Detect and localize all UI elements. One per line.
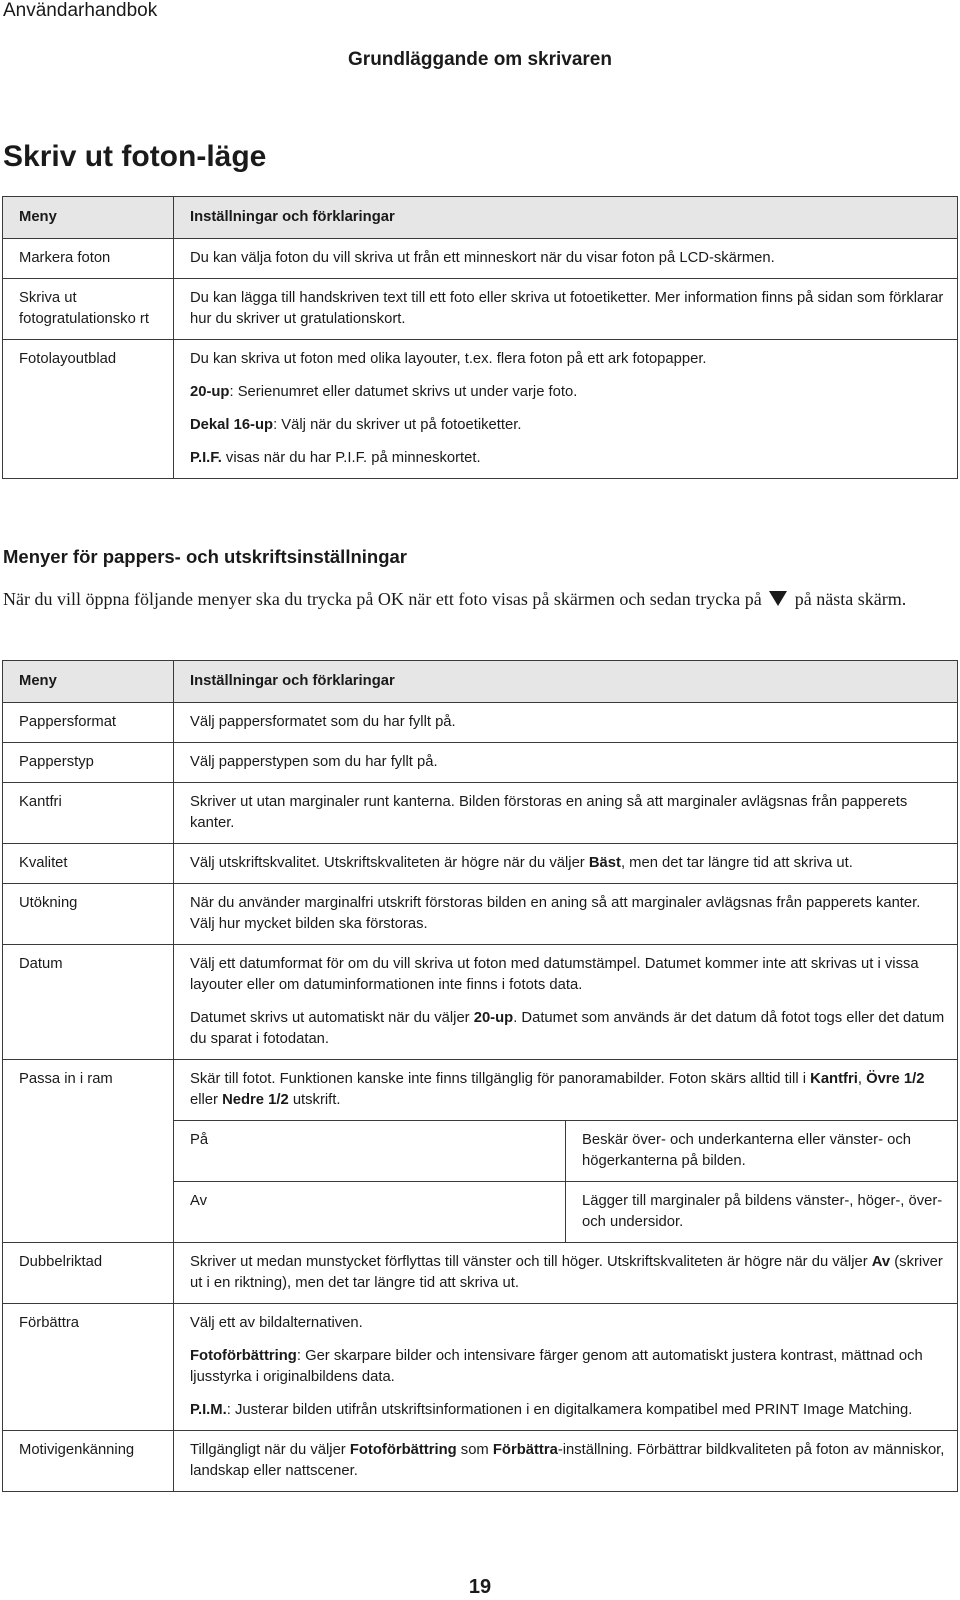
running-head: Användarhandbok [3,0,158,21]
menu-cell: Motivigenkänning [3,1431,174,1492]
description-cell: När du använder marginalfri utskrift förstoras bilden en aning så att marginaler avlägsnas från papperets kanter. Välj hur mycket bilden ska förstoras. [174,884,958,945]
table-row [3,279,958,340]
table-row [3,1243,958,1304]
option-term: P.I.M. [190,1402,227,1418]
description-text: Välj ett av bildalternativen. [190,1315,363,1331]
menu-cell: Datum [3,945,174,1060]
emphasis-text: Förbättra [492,1442,558,1458]
description-cell [174,340,958,479]
page-number: 19 [468,1576,492,1598]
down-triangle-icon [769,591,787,606]
table-row [3,844,958,884]
description-text: (skriver ut i en riktning), men det tar längre tid att skriva ut. [190,1254,943,1291]
description-cell: Du kan lägga till handskriven text till ett foto eller skriva ut fotoetiketter. Mer information finns på sidan som förklarar hur du skriver ut gratulationskort. [174,279,958,340]
description-text: eller [190,1092,223,1108]
emphasis-text: Bäst [588,855,621,871]
option-text: : Serienumret eller datumet skrivs ut under varje foto. [229,384,578,400]
table-row [3,743,958,783]
menu-cell: Passa in i ram [3,1060,174,1121]
description-text: Skär till fotot. Funktionen kanske inte finns tillgänglig för panoramabilder. Foton skärs alltid till i [190,1071,811,1087]
paper-print-settings-table [2,660,958,1492]
menu-cell: Utökning [3,884,174,945]
description-text: , men det tar längre tid att skriva ut. [620,855,853,871]
description-text: som [456,1442,493,1458]
description-text: Välj ett datumformat för om du vill skriva ut foton med datumstämpel. Datumet kommer inte att skrivas ut i vissa layouter eller om datuminformationen inte finns i fotots data. [190,956,919,993]
option-line [190,448,945,469]
emphasis-text: Fotoförbättring [349,1442,457,1458]
menu-cell: Fotolayoutblad [3,340,174,479]
table-row [3,945,958,1060]
sub-option-description: Beskär över- och underkanterna eller vänster- och högerkanterna på bilden. [566,1121,958,1182]
column-header-menu: Meny [3,197,174,239]
menu-cell-continued [3,1182,174,1243]
sub-option-description: Lägger till marginaler på bildens vänster-, höger-, över- och undersidor. [566,1182,958,1243]
menu-cell: Papperstyp [3,743,174,783]
description-cell: Skriver ut utan marginaler runt kanterna. Bilden förstoras en aning så att marginaler avlägsnas från papperets kanter. [174,783,958,844]
description-cell [174,945,958,1060]
description-text: Välj utskriftskvalitet. Utskriftskvaliteten är högre när du väljer [190,855,589,871]
description-cell [174,1060,958,1121]
menu-cell: Markera foton [3,239,174,279]
sub-option-cell: På [174,1121,566,1182]
option-line [190,1400,945,1421]
photo-mode-menu-table [2,196,958,479]
option-line [190,415,945,436]
intro-text: När du vill öppna följande menyer ska du trycka på OK när ett foto visas på skärmen och sedan trycka på [3,589,767,609]
option-text: : Ger skarpare bilder och intensivare färger genom att automatiskt justera kontrast, mättnad och ljusstyrka i originalbildens data. [190,1348,923,1385]
table-row [3,1431,958,1492]
emphasis-text: Av [871,1254,891,1270]
emphasis-text: 20-up [473,1010,514,1026]
description-cell [174,1304,958,1431]
description-text: Skriver ut medan munstycket förflyttas till vänster och till höger. Utskriftskvaliteten är högre när du väljer [190,1254,872,1270]
description-cell [174,1431,958,1492]
description-text: Datumet skrivs ut automatiskt när du väljer [190,1010,474,1026]
sub-option-row [3,1182,958,1243]
description-text [190,1008,945,1050]
menu-cell: Pappersformat [3,703,174,743]
option-text: : Justerar bilden utifrån utskriftsinformationen i en digitalkamera kompatibel med PRINT Image Matching. [226,1402,913,1418]
description-cell [174,1243,958,1304]
column-header-settings: Inställningar och förklaringar [174,197,958,239]
option-term: P.I.F. [190,450,222,466]
option-line [190,382,945,403]
sub-option-row [3,1121,958,1182]
description-text: utskrift. [288,1092,341,1108]
table-row [3,783,958,844]
emphasis-text: Kantfri [810,1071,858,1087]
option-term: 20-up [190,384,230,400]
description-text: , [857,1071,867,1087]
description-text: -inställning. Förbättrar bildkvaliteten på foton av människor, landskap eller nattscener. [190,1442,945,1479]
menu-cell: Kantfri [3,783,174,844]
column-header-settings: Inställningar och förklaringar [174,661,958,703]
menu-cell: Skriva ut fotogratulationsko rt [3,279,174,340]
emphasis-text: Nedre 1/2 [222,1092,289,1108]
table-row [3,340,958,479]
description-text: Du kan skriva ut foton med olika layouter, t.ex. flera foton på ett ark fotopapper. [190,351,707,367]
section-heading: Grundläggande om skrivaren [348,49,612,70]
intro-paragraph [3,587,953,612]
description-cell: Du kan välja foton du vill skriva ut från ett minneskort när du visar foton på LCD-skärmen. [174,239,958,279]
menu-cell: Dubbelriktad [3,1243,174,1304]
description-cell: Välj pappersformatet som du har fyllt på. [174,703,958,743]
section-heading-paper-settings: Menyer för pappers- och utskriftsinställningar [3,546,407,567]
table-row [3,884,958,945]
description-text: Tillgängligt när du väljer [190,1442,350,1458]
table-row [3,703,958,743]
page-title: Skriv ut foton-läge [3,140,267,173]
table-row [3,239,958,279]
description-cell [174,844,958,884]
menu-cell: Kvalitet [3,844,174,884]
menu-cell-continued [3,1121,174,1182]
option-term: Dekal 16-up [190,417,274,433]
sub-option-cell: Av [174,1182,566,1243]
option-text: visas när du har P.I.F. på minneskortet. [221,450,481,466]
table-row [3,1060,958,1121]
table-row [3,1304,958,1431]
menu-cell: Förbättra [3,1304,174,1431]
emphasis-text: Övre 1/2 [866,1071,925,1087]
option-line [190,1346,945,1388]
intro-text: på nästa skärm. [790,589,907,609]
column-header-menu: Meny [3,661,174,703]
description-text: . Datumet som används är det datum då fotot togs eller det datum du sparat i fotodatan. [190,1010,945,1047]
option-text: : Välj när du skriver ut på fotoetiketter. [273,417,522,433]
table-header-row [3,197,958,239]
table-header-row [3,661,958,703]
description-cell: Välj papperstypen som du har fyllt på. [174,743,958,783]
option-term: Fotoförbättring [190,1348,297,1364]
